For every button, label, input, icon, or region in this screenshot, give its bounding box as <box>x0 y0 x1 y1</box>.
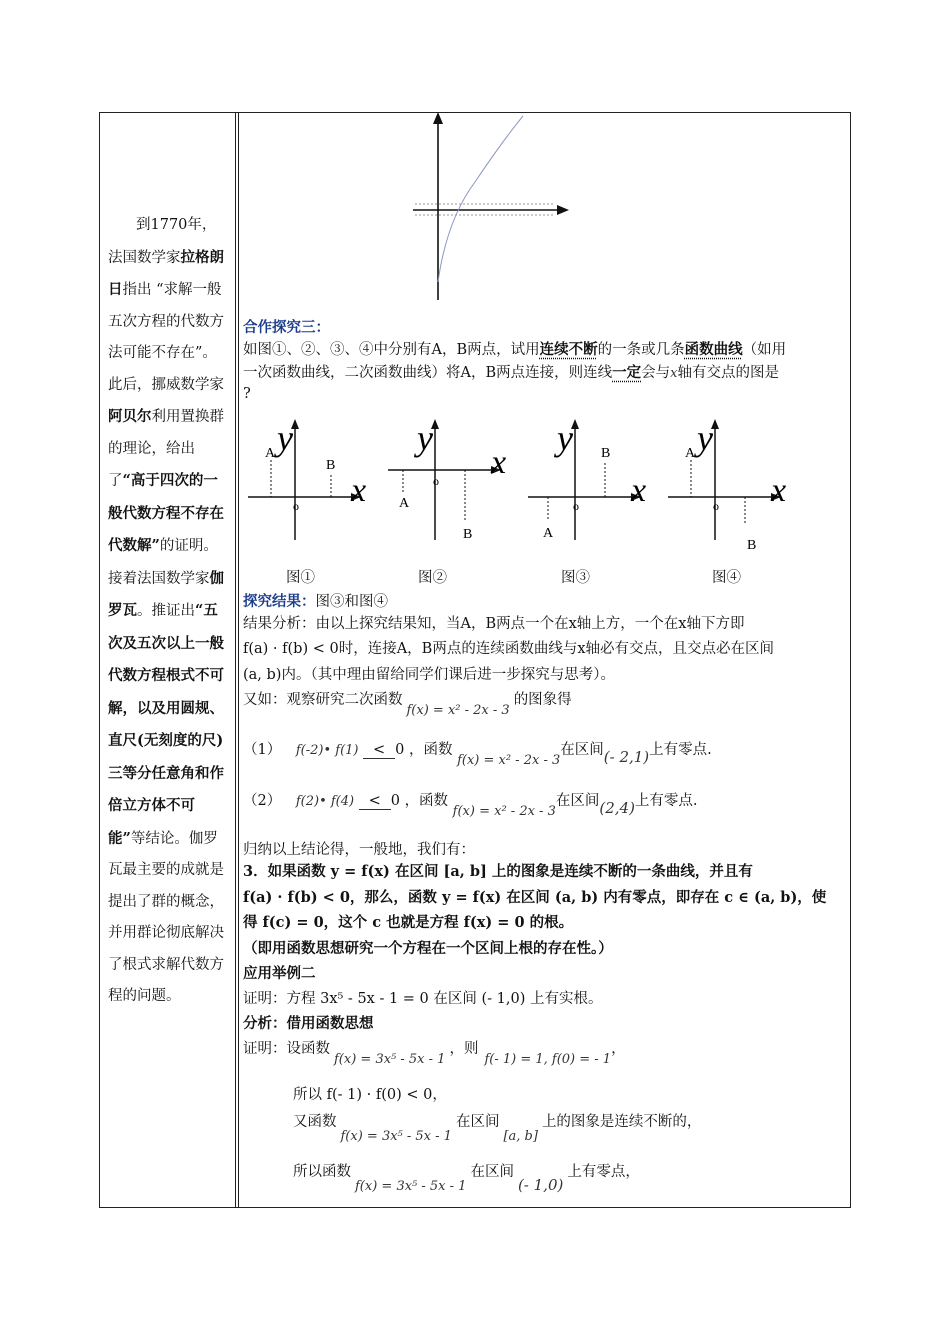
section3-title: 合作探究三： <box>243 319 330 336</box>
history-column <box>108 210 226 1013</box>
theorem-line-3: 得 f(c) = 0，这个 c 也就是方程 f(x) = 0 的根。 <box>243 914 574 931</box>
figure-2 <box>383 415 523 545</box>
point-a-label: A <box>685 446 696 461</box>
top-graph <box>405 112 575 307</box>
result-analysis-2: f(a) · f(b) < 0时，连接A，B两点的连续函数曲线与x轴必有交点，且交点必在区间 <box>243 641 775 657</box>
theorem-line-1: 3．如果函数 y = f(x) 在区间 [a, b] 上的图象是连续不断的一条曲线，并且有 <box>243 863 753 880</box>
figure-3 <box>523 415 663 545</box>
function-curve <box>438 116 523 282</box>
y-label: y <box>277 418 293 458</box>
point-a-label: A <box>265 446 276 461</box>
theorem-line-2: f(a) · f(b) < 0，那么，函数 y = f(x) 在区间 (a, b) 内有零点，即存在 c ∈ (a, b)，使 <box>243 889 827 906</box>
figure-3-caption: 图③ <box>561 570 590 586</box>
column-divider <box>235 113 236 1207</box>
point-b-label: B <box>463 527 473 542</box>
figure-4-caption: 图④ <box>712 570 741 586</box>
theorem-intro: 归纳以上结论得，一般地，我们有： <box>243 842 475 858</box>
origin-label: o <box>433 474 439 488</box>
point-b-label: B <box>326 458 336 473</box>
history-paragraph-2: 接着法国数学家伽罗瓦。推证出“五次及五次以上一般代数方程根式不可解，以及用圆规、直尺(无刻度的尺)三等分任意角和作倍立方体不可能”等结论。伽罗瓦最主要的成就是提出了群的概念，并用群论彻底解决了根式求解代数方程的问题。 <box>108 569 224 1004</box>
x-axis-arrow <box>557 205 569 215</box>
section3-line2: 一次函数曲线，二次函数曲线）将A，B两点连接，则连线一定会与x轴有交点的图是 <box>243 364 779 381</box>
point-a-label: A <box>543 526 554 541</box>
origin-label: o <box>573 499 579 513</box>
example-item-2: （2） f(2)• f(4) < 0 ，函数 f(x) = x² - 2x - 3在区间(2,4)上有零点. <box>243 793 698 819</box>
proof-line-1: 证明：设函数f(x) = 3x⁵ - 5x - 1，则f(- 1) = 1, f(0) = - 1， <box>243 1041 626 1067</box>
application-title: 应用举例二 <box>243 965 316 982</box>
figure-4 <box>663 415 803 555</box>
proof-line-2: 所以 f(- 1) · f(0) < 0， <box>293 1087 447 1103</box>
figure-1 <box>243 415 383 545</box>
x-label: x <box>631 472 647 509</box>
example-item-1: （1） f(-2)• f(1) < 0 ，函数 f(x) = x² - 2x - 3在区间(- 2,1)上有零点. <box>243 742 712 768</box>
y-label: y <box>697 418 713 458</box>
point-a-label: A <box>399 496 410 511</box>
result-analysis-1: 结果分析：由以上探究结果知，当A，B两点一个在x轴上方，一个在x轴下方即 <box>243 616 745 632</box>
point-b-label: B <box>747 538 757 553</box>
y-axis-arrow <box>433 112 443 124</box>
y-label: y <box>557 418 573 458</box>
y-label: y <box>417 418 433 458</box>
application-prove: 证明：方程 3x⁵ - 5x - 1 = 0 在区间 (- 1,0) 上有实根。 <box>243 991 603 1007</box>
point-b-label: B <box>601 446 611 461</box>
column-divider-inner <box>238 113 239 1207</box>
x-label: x <box>491 444 507 481</box>
proof-line-3: 又函数f(x) = 3x⁵ - 5x - 1在区间[a, b]上的图象是连续不断的， <box>293 1114 702 1144</box>
theorem-note: （即用函数思想研究一个方程在一个区间上根的存在性。） <box>243 940 613 957</box>
figure-2-caption: 图② <box>418 570 447 586</box>
proof-line-4: 所以函数f(x) = 3x⁵ - 5x - 1在区间(- 1,0)上有零点， <box>293 1164 640 1194</box>
result-title: 探究结果：图③和图④ <box>243 593 388 610</box>
example-intro: 又如：观察研究二次函数f(x) = x² - 2x - 3的图象得 <box>243 692 572 718</box>
origin-label: o <box>713 499 719 513</box>
section3-line3: ? <box>243 386 251 402</box>
figure-1-caption: 图① <box>286 570 315 586</box>
x-label: x <box>351 472 367 509</box>
history-paragraph-1: 到1770年，法国数学家拉格朗日指出 “求解一般五次方程的代数方法可能不存在”。此后，挪威数学家阿贝尔利用置换群的理论，给出了“高于四次的一般代数方程不存在代数解”的证明。 <box>108 217 224 554</box>
x-label: x <box>771 472 787 509</box>
result-analysis-3: (a, b)内。（其中理由留给同学们课后进一步探究与思考）。 <box>243 667 615 683</box>
section3-line1: 如图①、②、③、④中分别有A，B两点，试用连续不断的一条或几条函数曲线（如用 <box>243 341 787 358</box>
application-analysis: 分析：借用函数思想 <box>243 1015 374 1032</box>
origin-label: o <box>293 499 299 513</box>
